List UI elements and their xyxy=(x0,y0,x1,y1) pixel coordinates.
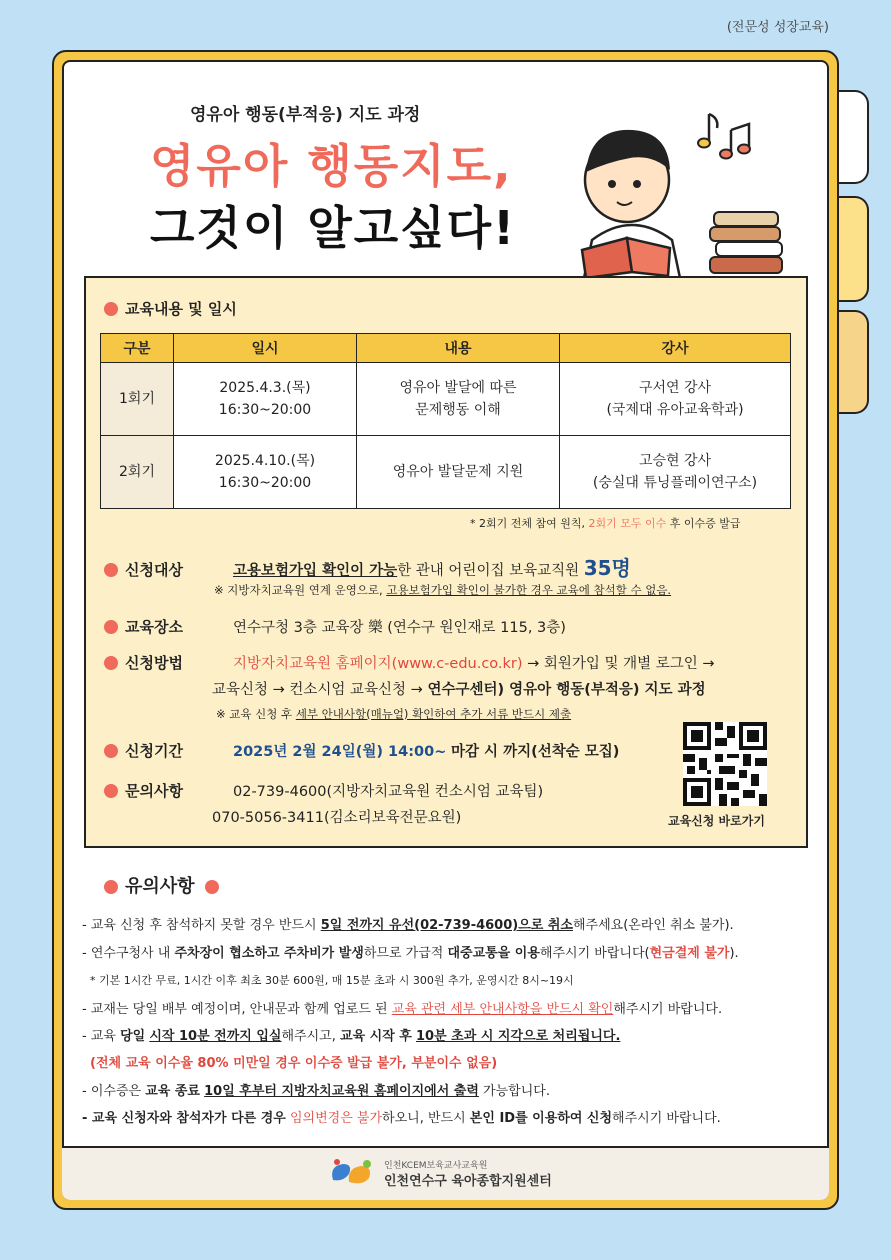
qr-code-icon[interactable] xyxy=(683,722,767,806)
notice-heading: 유의사항 xyxy=(104,872,226,898)
lecturer-cell: 구서연 강사 (국제대 유아교육학과) xyxy=(560,363,791,436)
content-cell: 영유아 발달에 따른 문제행동 이해 xyxy=(357,363,560,436)
notice-line: - 교육 신청자와 참석자가 다른 경우 임의변경은 불가하오니, 반드시 본인 ID를 이용하여 신청해주시기 바랍니다. xyxy=(82,1111,721,1126)
notice-line: - 교육 신청 후 참석하지 못할 경우 반드시 5일 전까지 유선(02-739-4600)으로 취소해주세요(온라인 취소 불가). xyxy=(82,918,734,933)
contact-line-2: 070-5056-3411(김소리보육전문요원) xyxy=(212,810,462,826)
lecturer-cell: 고승현 강사 (숭실대 튜닝플레이연구소) xyxy=(560,436,791,509)
corner-tag: (전문성 성장교육) xyxy=(726,20,829,35)
notice-line: (전체 교육 이수율 80% 미만일 경우 이수증 발급 불가, 부분이수 없음) xyxy=(90,1056,498,1071)
bullet-dot-icon xyxy=(104,620,118,634)
content-cell: 영유아 발달문제 지원 xyxy=(357,436,560,509)
table-header-row xyxy=(101,334,791,363)
column-header: 내용 xyxy=(357,334,560,363)
column-header: 강사 xyxy=(560,334,791,363)
target-note: ※ 지방자치교육원 연계 운영으로, 고용보험가입 확인이 불가한 경우 교육에 참석할 수 없음. xyxy=(214,583,672,597)
bullet-dot-icon xyxy=(104,784,118,798)
notice-line: - 이수증은 교육 종료 10일 후부터 지방자치교육원 홈페이지에서 출력 가능합니다. xyxy=(82,1084,550,1099)
notice-line: - 교재는 당일 배부 예정이며, 안내문과 함께 업로드 된 교육 관련 세부 안내사항을 반드시 확인해주시기 바랍니다. xyxy=(82,1002,723,1017)
date-cell: 2025.4.3.(목) 16:30~20:00 xyxy=(174,363,357,436)
footer-org-line-1: 인천KCEM보육교사교육원 xyxy=(384,1161,488,1171)
title-line-2: 그것이 알고싶다! xyxy=(150,201,517,255)
schedule-table xyxy=(100,333,791,509)
place-row: 교육장소 연수구청 3층 교육장 樂 (연수구 원인재로 115, 3층) xyxy=(104,616,566,637)
target-row: 신청대상 고용보험가입 확인이 가능한 관내 어린이집 보육교직원 35명 xyxy=(104,552,631,581)
method-row: 신청방법 지방자치교육원 홈페이지(www.c-edu.co.kr) → 회원가입 및 개별 로그인 → xyxy=(104,652,715,673)
schedule-heading: 교육내용 및 일시 xyxy=(104,298,237,319)
footer-org-line-2: 인천연수구 육아종합지원센터 xyxy=(384,1174,552,1189)
column-header: 일시 xyxy=(174,334,357,363)
method-note: ※ 교육 신청 후 세부 안내사항(매뉴얼) 확인하여 추가 서류 반드시 제출 xyxy=(216,707,572,721)
session-cell: 1회기 xyxy=(101,363,174,436)
notice-line: * 기본 1시간 무료, 1시간 이후 최초 30분 600원, 매 15분 초과 시 300원 추가, 운영시간 8시~19시 xyxy=(90,974,574,987)
music-note-icon xyxy=(695,108,755,160)
notice-line: - 연수구청사 내 주차장이 협소하고 주차비가 발생하므로 가급적 대중교통을 이용해주시기 바랍니다(현금결제 불가). xyxy=(82,946,739,961)
session-cell: 2회기 xyxy=(101,436,174,509)
completion-note: * 2회기 전체 참여 원칙, 2회기 모두 이수 후 이수증 발급 xyxy=(470,517,741,530)
bullet-dot-icon xyxy=(205,880,219,894)
title-line-1: 영유아 행동지도, xyxy=(150,139,513,193)
bullet-dot-icon xyxy=(104,880,118,894)
method-line-2: 교육신청 → 컨소시엄 교육신청 → 연수구센터) 영유아 행동(부적응) 지도 과정 xyxy=(212,682,706,698)
course-subtitle: 영유아 행동(부적응) 지도 과정 xyxy=(190,105,421,125)
bullet-dot-icon xyxy=(104,656,118,670)
center-logo-icon xyxy=(327,1156,379,1190)
bullet-dot-icon xyxy=(104,302,118,316)
qr-caption: 교육신청 바로가기 xyxy=(668,814,765,828)
book-stack-illustration xyxy=(708,208,788,278)
bullet-dot-icon xyxy=(104,563,118,577)
period-row: 신청기간 2025년 2월 24일(월) 14:00~ 마감 시 까지(선착순 모집) xyxy=(104,740,619,761)
bullet-dot-icon xyxy=(104,744,118,758)
table-row xyxy=(101,436,791,509)
contact-row: 문의사항 02-739-4600(지방자치교육원 컨소시엄 교육팀) xyxy=(104,780,543,801)
column-header: 구분 xyxy=(101,334,174,363)
notice-line: - 교육 당일 시작 10분 전까지 입실해주시고, 교육 시작 후 10분 초과 시 지각으로 처리됩니다. xyxy=(82,1029,621,1044)
table-row xyxy=(101,363,791,436)
footer-bar xyxy=(62,1146,829,1200)
boy-reading-illustration xyxy=(572,110,692,278)
date-cell: 2025.4.10.(목) 16:30~20:00 xyxy=(174,436,357,509)
